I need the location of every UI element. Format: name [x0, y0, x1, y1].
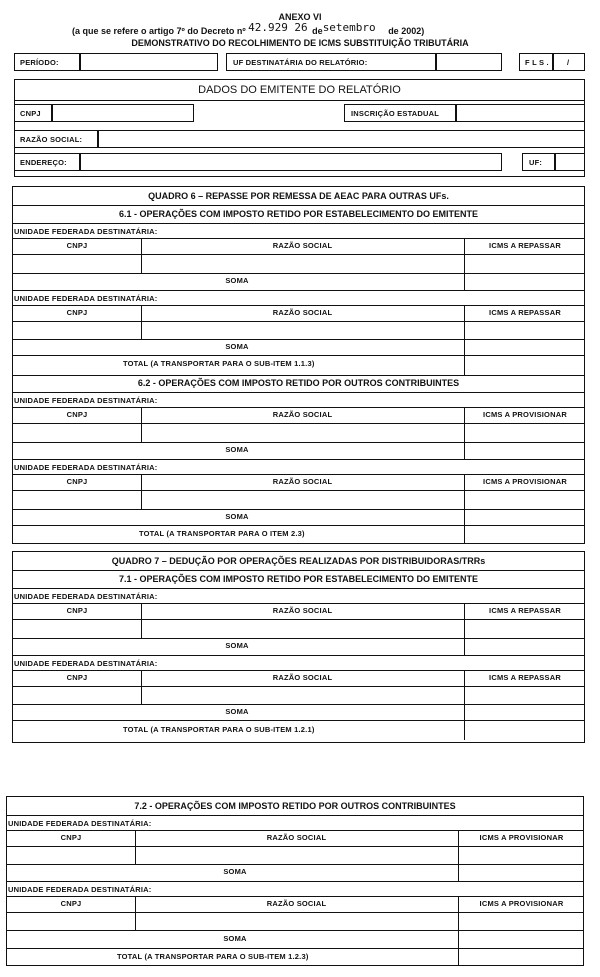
decree-month: setembro: [322, 21, 376, 34]
q7-2-title: 7.2 - OPERAÇÕES COM IMPOSTO RETIDO POR OUTROS CONTRIBUINTES: [134, 801, 456, 811]
quadro-7-2: [6, 796, 584, 966]
emitente-cnpj-input[interactable]: [52, 104, 194, 122]
q7-1-b-ufdest: UNIDADE FEDERADA DESTINATÁRIA:: [14, 659, 158, 668]
q7-2-b-razao-header: RAZÃO SOCIAL: [266, 899, 327, 908]
q6-2-a-ufdest: UNIDADE FEDERADA DESTINATÁRIA:: [14, 396, 158, 405]
periodo-input[interactable]: [80, 53, 218, 71]
q7-1-title: 7.1 - OPERAÇÕES COM IMPOSTO RETIDO POR ESTABELECIMENTO DO EMITENTE: [118, 574, 479, 584]
decree-reference: [72, 21, 425, 37]
q7-2-b-ufdest: UNIDADE FEDERADA DESTINATÁRIA:: [8, 885, 152, 894]
periodo-label-box: [14, 53, 80, 71]
emitente-razao-input[interactable]: [98, 130, 585, 148]
emitente-title: DADOS DO EMITENTE DO RELATÓRIO: [198, 84, 401, 96]
fls-label-box: [519, 53, 553, 71]
q6-1-a-cnpj-header: CNPJ: [66, 241, 88, 250]
uf-destinataria-label: UF DESTINATÁRIA DO RELATÓRIO:: [233, 58, 368, 67]
uf-destinataria-input[interactable]: [436, 53, 502, 71]
endereco-input[interactable]: [80, 153, 502, 171]
q7-2-b-icms-header: ICMS A PROVISIONAR: [479, 899, 564, 908]
decree-day: 26: [294, 21, 308, 34]
q7-1-a-ufdest: UNIDADE FEDERADA DESTINATÁRIA:: [14, 592, 158, 601]
cnpj-label-box: [14, 104, 52, 122]
decree-de-1: de: [312, 26, 323, 36]
q7-1-a-cnpj-header: CNPJ: [66, 606, 88, 615]
q6-1-total: TOTAL (A TRANSPORTAR PARA O SUB-ITEM 1.1.3): [123, 359, 315, 368]
q6-2-a-razao-header: RAZÃO SOCIAL: [272, 410, 333, 419]
emitente-cnpj-label: CNPJ: [20, 109, 41, 118]
q7-2-a-ufdest: UNIDADE FEDERADA DESTINATÁRIA:: [8, 819, 152, 828]
uf-label-box: [522, 153, 555, 171]
annex-title: ANEXO VI: [278, 12, 322, 22]
q7-1-a-razao-header: RAZÃO SOCIAL: [272, 606, 333, 615]
q6-1-a-icms-header: ICMS A REPASSAR: [489, 241, 561, 250]
q7-2-total: TOTAL (A TRANSPORTAR PARA O SUB-ITEM 1.2.3): [117, 952, 309, 961]
q6-2-total: TOTAL (A TRANSPORTAR PARA O ITEM 2.3): [139, 529, 305, 538]
q7-2-b-soma: SOMA: [223, 934, 247, 943]
q6-2-b-soma: SOMA: [225, 512, 249, 521]
q6-2-a-icms-header: ICMS A PROVISIONAR: [483, 410, 567, 419]
q6-1-b-cnpj-header: CNPJ: [66, 308, 88, 317]
q6-1-b-icms-header: ICMS A REPASSAR: [489, 308, 561, 317]
uf-label: UF:: [529, 158, 543, 167]
quadro-7: [12, 551, 585, 743]
q6-2-b-cnpj-header: CNPJ: [66, 477, 88, 486]
decree-number: 42.929: [248, 21, 288, 34]
q6-1-b-ufdest: UNIDADE FEDERADA DESTINATÁRIA:: [14, 294, 158, 303]
razao-label-box: [14, 130, 98, 148]
q6-1-a-ufdest: UNIDADE FEDERADA DESTINATÁRIA:: [14, 227, 158, 236]
fls-input[interactable]: [553, 53, 585, 71]
fls-label: F L S .: [525, 58, 549, 67]
quadro-6-title: QUADRO 6 – REPASSE POR REMESSA DE AEAC PARA OUTRAS UFs.: [148, 191, 449, 201]
q7-1-b-cnpj-header: CNPJ: [66, 673, 88, 682]
q7-1-b-razao-header: RAZÃO SOCIAL: [272, 673, 333, 682]
q7-1-a-icms-header: ICMS A REPASSAR: [489, 606, 561, 615]
q7-2-a-razao-header: RAZÃO SOCIAL: [266, 833, 327, 842]
q6-2-a-cnpj-header: CNPJ: [66, 410, 88, 419]
endereco-label: ENDEREÇO:: [20, 158, 67, 167]
endereco-label-box: [14, 153, 80, 171]
fls-separator: /: [567, 58, 570, 67]
q7-1-b-soma: SOMA: [225, 707, 249, 716]
q7-1-total: TOTAL (A TRANSPORTAR PARA O SUB-ITEM 1.2.1): [123, 725, 315, 734]
q6-2-b-razao-header: RAZÃO SOCIAL: [272, 477, 333, 486]
q6-2-title: 6.2 - OPERAÇÕES COM IMPOSTO RETIDO POR OUTROS CONTRIBUINTES: [137, 378, 460, 388]
q6-2-a-soma: SOMA: [225, 445, 249, 454]
q6-1-b-soma: SOMA: [225, 342, 249, 351]
uf-destinataria-label-box: [226, 53, 436, 71]
inscricao-label: INSCRIÇÃO ESTADUAL: [351, 109, 440, 118]
uf-input[interactable]: [555, 153, 585, 171]
periodo-label: PERÍODO:: [20, 58, 59, 67]
decree-year: de 2002): [388, 26, 425, 36]
q7-2-b-cnpj-header: CNPJ: [60, 899, 82, 908]
q6-2-b-ufdest: UNIDADE FEDERADA DESTINATÁRIA:: [14, 463, 158, 472]
q7-2-a-cnpj-header: CNPJ: [60, 833, 82, 842]
decree-ref-prefix: (a que se refere o artigo 7º do Decreto nº: [72, 26, 246, 36]
quadro-6: [12, 186, 585, 544]
quadro-7-title: QUADRO 7 – DEDUÇÃO POR OPERAÇÕES REALIZADAS POR DISTRIBUIDORAS/TRRs: [111, 556, 486, 566]
q7-2-a-icms-header: ICMS A PROVISIONAR: [479, 833, 564, 842]
inscricao-input[interactable]: [456, 104, 585, 122]
emitente-razao-label: RAZÃO SOCIAL:: [20, 135, 83, 144]
q6-1-b-razao-header: RAZÃO SOCIAL: [272, 308, 333, 317]
q6-1-a-razao-header: RAZÃO SOCIAL: [272, 241, 333, 250]
q7-2-a-soma: SOMA: [223, 867, 247, 876]
q7-1-a-soma: SOMA: [225, 641, 249, 650]
inscricao-label-box: [344, 104, 456, 122]
q7-1-b-icms-header: ICMS A REPASSAR: [489, 673, 561, 682]
q6-1-title: 6.1 - OPERAÇÕES COM IMPOSTO RETIDO POR ESTABELECIMENTO DO EMITENTE: [118, 209, 479, 219]
q6-2-b-icms-header: ICMS A PROVISIONAR: [483, 477, 567, 486]
q6-1-a-soma: SOMA: [225, 276, 249, 285]
document-title: DEMONSTRATIVO DO RECOLHIMENTO DE ICMS SUBSTITUIÇÃO TRIBUTÁRIA: [131, 38, 469, 48]
